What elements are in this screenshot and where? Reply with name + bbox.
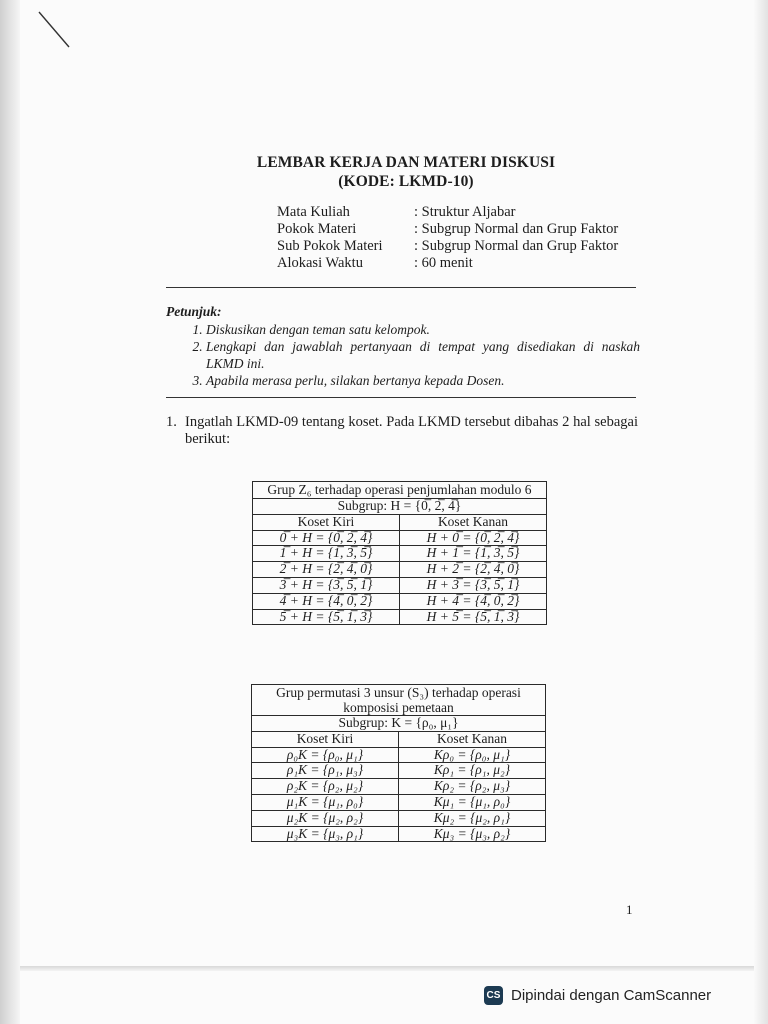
instructions-list xyxy=(166,321,640,389)
table-subgroup: Subgrup: H = {0̅, 2̅, 4̅} xyxy=(253,499,547,515)
table-title: Grup Z₆ terhadap operasi penjumlahan modulo 6 xyxy=(253,482,547,499)
instructions-heading: Petunjuk: xyxy=(166,304,222,319)
right-coset-cell: H + 1̅ = {1̅, 3̅, 5̅} xyxy=(399,546,546,562)
camscanner-text: Dipindai dengan CamScanner xyxy=(511,987,712,1004)
table-subgroup: Subgrup: K = {ρ₀, μ₁} xyxy=(252,716,546,732)
table-row xyxy=(253,546,547,562)
question-number: 1. xyxy=(166,414,177,430)
document-code: (KODE: LKMD-10) xyxy=(338,173,474,190)
page-number: 1 xyxy=(626,902,633,917)
meta-value: : Subgrup Normal dan Grup Faktor xyxy=(414,238,619,254)
left-coset-cell: ρ₁K = {ρ₁, μ₃} xyxy=(252,763,399,779)
right-coset-cell: H + 5̅ = {5̅, 1̅, 3̅} xyxy=(399,609,546,625)
meta-key: Sub Pokok Materi xyxy=(277,238,383,254)
right-coset-cell: H + 4̅ = {4̅, 0̅, 2̅} xyxy=(399,593,546,609)
left-coset-cell: 3̅ + H = {3̅, 5̅, 1̅} xyxy=(253,577,400,593)
pen-stroke-mark xyxy=(36,10,72,50)
meta-row-time xyxy=(277,255,618,272)
left-coset-cell: μ₁K = {μ₁, ρ₀} xyxy=(252,794,399,810)
left-coset-cell: 5̅ + H = {5̅, 1̅, 3̅} xyxy=(253,609,400,625)
right-coset-cell: Kρ₂ = {ρ₂, μ₃} xyxy=(399,779,546,795)
question-text: Ingatlah LKMD-09 tentang koset. Pada LKMD tersebut dibahas 2 hal sebagai berikut: xyxy=(185,414,638,447)
instruction-item: 2. Lengkapi dan jawablah pertanyaan di tempat yang disediakan di naskah LKMD ini. xyxy=(206,338,640,372)
coset-table-s3 xyxy=(251,684,546,842)
instruction-item: 3. Apabila merasa perlu, silakan bertanya kepada Dosen. xyxy=(206,372,640,389)
coset-table-z6 xyxy=(252,481,547,625)
table-row xyxy=(253,609,547,625)
course-info xyxy=(277,204,618,272)
column-header-right-coset: Koset Kanan xyxy=(399,731,546,747)
left-coset-cell: μ₂K = {μ₂, ρ₂} xyxy=(252,810,399,826)
right-coset-cell: H + 2̅ = {2̅, 4̅, 0̅} xyxy=(399,562,546,578)
left-coset-cell: μ₃K = {μ₃, ρ₁} xyxy=(252,826,399,842)
scan-bottom-edge xyxy=(20,966,754,971)
table-row xyxy=(253,562,547,578)
table-row xyxy=(252,779,546,795)
instructions xyxy=(166,303,640,389)
table-row xyxy=(252,794,546,810)
left-coset-cell: 4̅ + H = {4̅, 0̅, 2̅} xyxy=(253,593,400,609)
right-coset-cell: Kρ₀ = {ρ₀, μ₁} xyxy=(399,747,546,763)
camscanner-watermark xyxy=(484,986,711,1005)
divider xyxy=(166,287,636,288)
table-row xyxy=(253,593,547,609)
scan-edge-shadow-left xyxy=(0,0,20,1024)
column-header-left-coset: Koset Kiri xyxy=(252,731,399,747)
left-coset-cell: ρ₀K = {ρ₀, μ₁} xyxy=(252,747,399,763)
right-coset-cell: Kμ₁ = {μ₁, ρ₀} xyxy=(399,794,546,810)
meta-value: : Struktur Aljabar xyxy=(414,204,516,220)
meta-value: : 60 menit xyxy=(414,255,473,271)
divider xyxy=(166,397,636,398)
camscanner-logo-icon: CS xyxy=(484,986,503,1005)
right-coset-cell: Kμ₂ = {μ₂, ρ₁} xyxy=(399,810,546,826)
right-coset-cell: H + 3̅ = {3̅, 5̅, 1̅} xyxy=(399,577,546,593)
table-row xyxy=(252,763,546,779)
column-header-right-coset: Koset Kanan xyxy=(399,514,546,530)
meta-row-course xyxy=(277,204,618,221)
table-title: Grup permutasi 3 unsur (S₃) terhadap operasi komposisi pemetaan xyxy=(252,685,546,716)
left-coset-cell: 1̅ + H = {1̅, 3̅, 5̅} xyxy=(253,546,400,562)
meta-value: : Subgrup Normal dan Grup Faktor xyxy=(414,221,619,237)
table-row xyxy=(252,826,546,842)
column-header-left-coset: Koset Kiri xyxy=(253,514,400,530)
left-coset-cell: 0̅ + H = {0̅, 2̅, 4̅} xyxy=(253,530,400,546)
table-row xyxy=(253,530,547,546)
left-coset-cell: ρ₂K = {ρ₂, μ₂} xyxy=(252,779,399,795)
table-row xyxy=(252,747,546,763)
left-coset-cell: 2̅ + H = {2̅, 4̅, 0̅} xyxy=(253,562,400,578)
meta-key: Mata Kuliah xyxy=(277,204,350,220)
meta-row-topic xyxy=(277,221,618,238)
right-coset-cell: H + 0̅ = {0̅, 2̅, 4̅} xyxy=(399,530,546,546)
table-row xyxy=(252,810,546,826)
document-title: LEMBAR KERJA DAN MATERI DISKUSI xyxy=(256,154,556,171)
question-1 xyxy=(166,414,638,448)
meta-key: Pokok Materi xyxy=(277,221,357,237)
table-row xyxy=(253,577,547,593)
right-coset-cell: Kμ₃ = {μ₃, ρ₂} xyxy=(399,826,546,842)
meta-key: Alokasi Waktu xyxy=(277,255,363,271)
meta-row-subtopic xyxy=(277,238,618,255)
right-coset-cell: Kρ₁ = {ρ₁, μ₂} xyxy=(399,763,546,779)
instruction-item: 1. Diskusikan dengan teman satu kelompok. xyxy=(206,321,640,338)
